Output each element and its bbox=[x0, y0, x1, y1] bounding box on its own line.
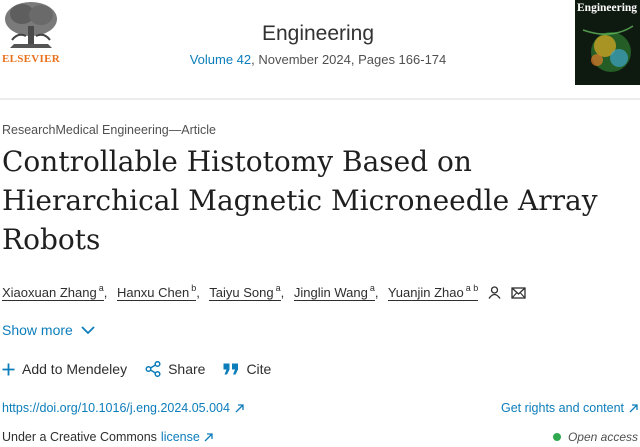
author-name: Yuanjin Zhao bbox=[387, 285, 464, 300]
author-affiliation: b bbox=[191, 283, 197, 293]
add-to-mendeley-button[interactable] bbox=[2, 361, 127, 377]
journal-title-link[interactable]: Engineering bbox=[261, 22, 375, 45]
author-name: Hanxu Chen bbox=[116, 285, 190, 300]
cite-label: Cite bbox=[246, 361, 272, 377]
email-icon[interactable] bbox=[511, 287, 526, 302]
license-info bbox=[2, 430, 213, 444]
volume-link[interactable]: Volume 42 bbox=[189, 52, 252, 67]
article-type: ResearchMedical Engineering—Article bbox=[2, 123, 216, 137]
author-link[interactable] bbox=[209, 285, 280, 301]
author-link[interactable] bbox=[294, 285, 375, 301]
share-icon bbox=[145, 361, 161, 377]
author-name: Xiaoxuan Zhang bbox=[2, 285, 97, 300]
cite-button[interactable] bbox=[223, 361, 271, 377]
share-label: Share bbox=[168, 361, 206, 377]
cover-journal-name: Engineering bbox=[577, 2, 638, 14]
author-name: Taiyu Song bbox=[209, 285, 274, 300]
license-link-text: license bbox=[160, 430, 200, 444]
share-button[interactable] bbox=[145, 361, 205, 377]
publisher-name: ELSEVIER bbox=[1, 53, 61, 65]
external-link-arrow-icon bbox=[204, 433, 213, 442]
show-more-label: Show more bbox=[2, 322, 73, 338]
quote-icon bbox=[223, 363, 239, 375]
open-access-badge bbox=[553, 430, 638, 444]
chevron-down-icon bbox=[81, 326, 95, 335]
rights-link[interactable] bbox=[501, 401, 638, 415]
rights-text: Get rights and content bbox=[501, 401, 624, 415]
author-list: Xiaoxuan Zhang $^a$, Hanxu Chen $^b$, Taiyu Song $^a$, Jinglin Wang $^a$, Yuanjin Zhao $^{a b}$ bbox=[2, 283, 526, 302]
author-link[interactable] bbox=[388, 285, 478, 301]
person-icon[interactable] bbox=[488, 286, 501, 302]
author-affiliation: a bbox=[369, 283, 375, 293]
author-name: Jinglin Wang bbox=[293, 285, 368, 300]
journal-cover-image[interactable] bbox=[575, 0, 640, 85]
journal-title[interactable] bbox=[150, 22, 486, 46]
doi-link[interactable] bbox=[2, 401, 244, 415]
issue-details: , November 2024, Pages 166-174 bbox=[251, 52, 447, 67]
author-affiliation: a bbox=[275, 283, 281, 293]
open-access-dot-icon bbox=[553, 433, 561, 441]
elsevier-tree-icon bbox=[0, 0, 62, 52]
elsevier-logo[interactable] bbox=[0, 0, 62, 68]
external-link-arrow-icon bbox=[629, 404, 638, 413]
author-affiliation: a bbox=[98, 283, 104, 293]
license-prefix: Under a Creative Commons bbox=[2, 430, 157, 444]
author-link[interactable] bbox=[2, 285, 104, 301]
license-link[interactable] bbox=[161, 430, 200, 444]
header-divider bbox=[0, 98, 640, 100]
external-link-arrow-icon bbox=[235, 404, 244, 413]
mendeley-label: Add to Mendeley bbox=[22, 361, 128, 377]
author-affiliation: a b bbox=[465, 283, 479, 293]
issue-info bbox=[150, 52, 486, 67]
article-title: Controllable Histotomy Based on Hierarchical Magnetic Microneedle Array Robots bbox=[2, 145, 598, 256]
plus-icon bbox=[2, 363, 15, 376]
author-link[interactable] bbox=[117, 285, 196, 301]
journal-header bbox=[0, 0, 640, 98]
open-access-label: Open access bbox=[567, 430, 638, 444]
article-actions bbox=[2, 361, 289, 377]
doi-text: https://doi.org/10.1016/j.eng.2024.05.004 bbox=[2, 401, 230, 415]
show-more-button[interactable] bbox=[2, 322, 95, 338]
